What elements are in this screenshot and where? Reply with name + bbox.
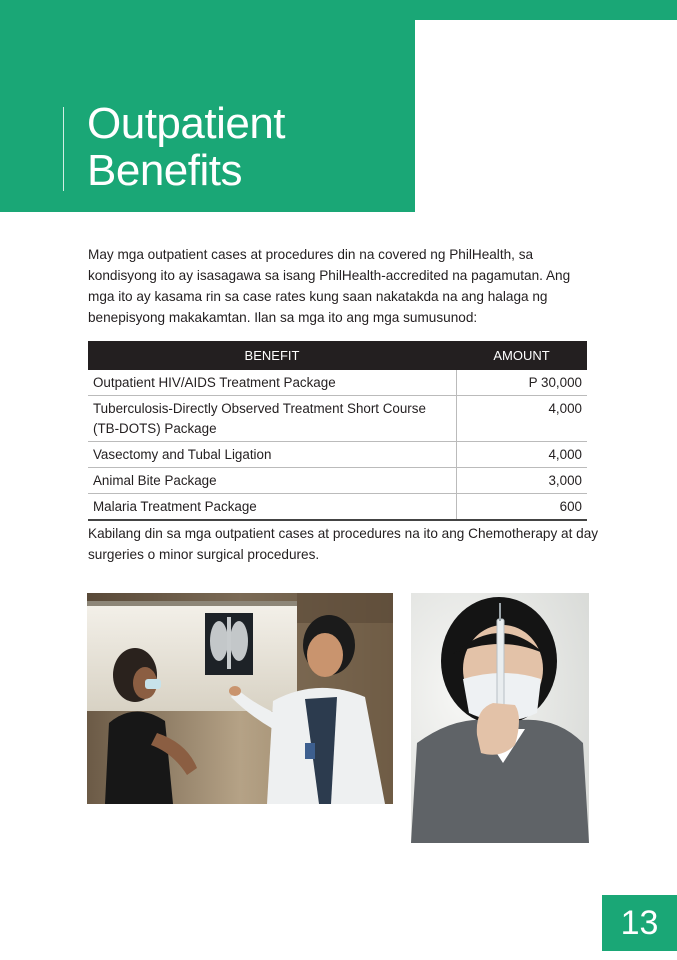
amount-cell: 3,000 [456,468,587,494]
page-number: 13 [620,904,659,942]
amount-cell: 4,000 [456,396,587,442]
xray-consultation-photo [87,593,393,804]
benefit-column-header: BENEFIT [88,341,456,370]
title-divider [63,107,64,191]
benefit-cell: Tuberculosis-Directly Observed Treatment Short Course (TB-DOTS) Package [88,396,456,442]
amount-cell: 4,000 [456,442,587,468]
page-title-line-2: Benefits [87,146,242,195]
benefit-cell: Outpatient HIV/AIDS Treatment Package [88,370,456,396]
nurse-syringe-illustration [411,593,589,843]
xray-consultation-illustration [87,593,393,804]
table-row [88,494,587,521]
benefit-cell: Animal Bite Package [88,468,456,494]
table-row [88,442,587,468]
table-row [88,370,587,396]
table-row [88,396,587,442]
amount-cell: 600 [456,494,587,521]
benefits-table [88,341,587,521]
closing-paragraph: Kabilang din sa mga outpatient cases at procedures na ito ang Chemotherapy at day surgeries o minor surgical procedures. [88,526,599,562]
page-title [87,100,285,194]
table-header-row [88,341,587,370]
intro-paragraph: May mga outpatient cases at procedures din na covered ng PhilHealth, sa kondisyong ito ay isasagawa sa isang PhilHealth-accredited na pagamutan. Ang mga ito ay kasama rin sa case rates kung saan nakatakda na ang halaga ng benepisyong makakamtan. Ilan sa mga ito ang mga sumusunod: [88,247,571,325]
benefit-cell: Vasectomy and Tubal Ligation [88,442,456,468]
benefit-cell: Malaria Treatment Package [88,494,456,521]
table-row [88,468,587,494]
nurse-syringe-photo [411,593,589,843]
page-number-badge [602,895,677,951]
amount-column-header: AMOUNT [456,341,587,370]
amount-cell: P 30,000 [456,370,587,396]
page-title-line-1: Outpatient [87,99,286,148]
